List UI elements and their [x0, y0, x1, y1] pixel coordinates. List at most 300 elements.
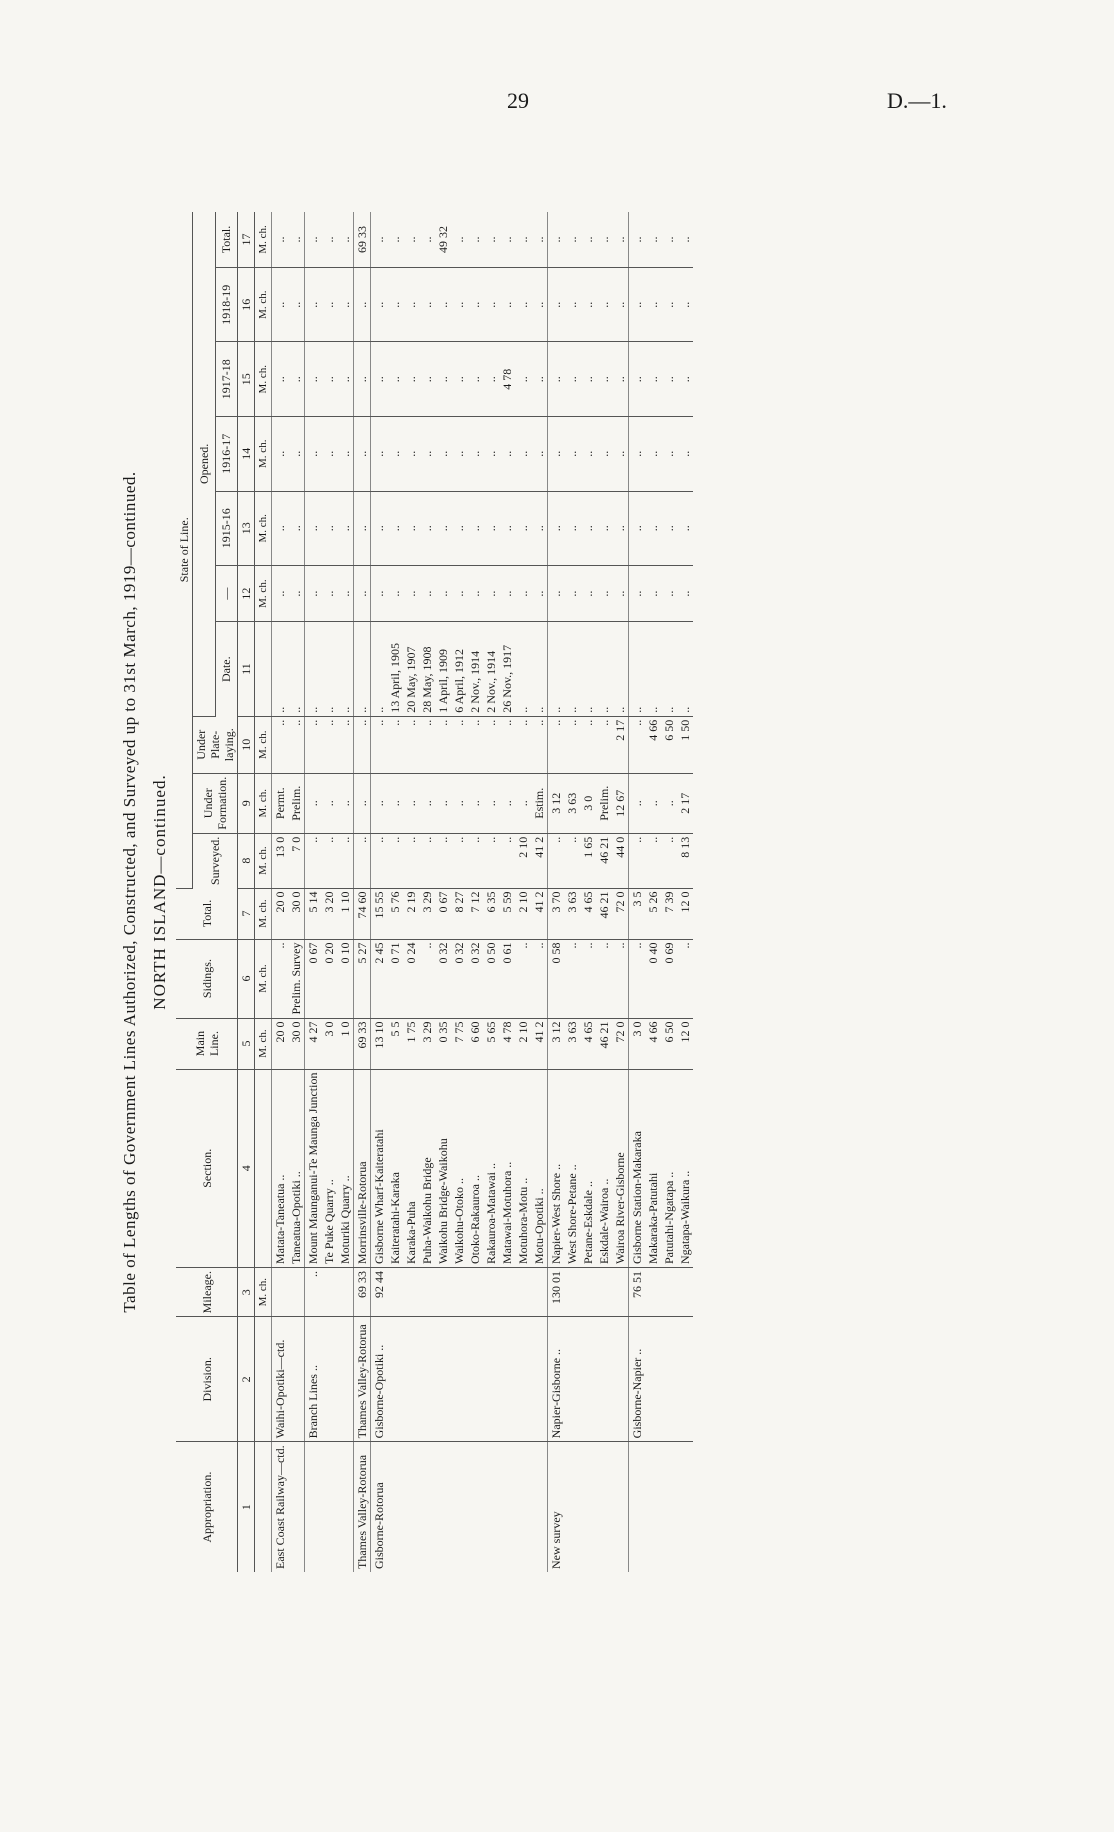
- main-line-cell: 46 21: [596, 1018, 612, 1069]
- under-formation-cell: ..: [435, 773, 451, 833]
- total-cell: 46 21: [596, 888, 612, 939]
- opened-1917-cell: ..: [321, 342, 337, 417]
- opened-1916-cell: ..: [288, 416, 305, 491]
- main-line-cell: 72 0: [612, 1018, 629, 1069]
- table-row: [337, 212, 354, 1572]
- division-cell: [661, 1317, 677, 1442]
- appropriation-cell: [337, 1442, 354, 1572]
- surveyed-cell: 7 0: [288, 833, 305, 888]
- opened-dash-cell: ..: [451, 566, 467, 622]
- opened-1918-cell: ..: [515, 267, 531, 342]
- division-cell: Napier-Gisborne ..: [548, 1317, 565, 1442]
- opened-1915-cell: ..: [661, 491, 677, 566]
- sidings-cell: 0 69: [661, 939, 677, 1018]
- division-cell: [483, 1317, 499, 1442]
- opened-1916-cell: ..: [467, 416, 483, 491]
- opened-1917-cell: ..: [387, 342, 403, 417]
- section-cell: Wairoa River-Gisborne: [612, 1069, 629, 1267]
- table-row: [564, 212, 580, 1572]
- opened-dash-cell: ..: [354, 566, 371, 622]
- date-cell: 1 April, 1909: [435, 622, 451, 717]
- date-cell: 20 May, 1907: [403, 622, 419, 717]
- main-line-cell: 5 65: [483, 1018, 499, 1069]
- opened-1915-cell: ..: [515, 491, 531, 566]
- sidings-cell: 0 32: [451, 939, 467, 1018]
- opened-total-cell: ..: [548, 212, 565, 267]
- total-cell: 72 0: [612, 888, 629, 939]
- surveyed-cell: ..: [467, 833, 483, 888]
- opened-1915-cell: ..: [451, 491, 467, 566]
- opened-1917-cell: ..: [483, 342, 499, 417]
- opened-1918-cell: ..: [612, 267, 629, 342]
- appropriation-cell: [387, 1442, 403, 1572]
- table-row: [419, 212, 435, 1572]
- section-cell: Motu-Opotiki ..: [531, 1069, 548, 1267]
- opened-1915-cell: ..: [483, 491, 499, 566]
- unit-cell: [255, 1317, 272, 1442]
- opened-total-cell: ..: [564, 212, 580, 267]
- opened-1918-cell: ..: [661, 267, 677, 342]
- under-formation-cell: 12 67: [612, 773, 629, 833]
- under-platelaying-cell: ..: [564, 716, 580, 773]
- unit-cell: M. ch.: [255, 416, 272, 491]
- opened-total-cell: ..: [580, 212, 596, 267]
- main-line-cell: 30 0: [288, 1018, 305, 1069]
- opened-1916-cell: ..: [499, 416, 515, 491]
- under-platelaying-cell: ..: [596, 716, 612, 773]
- main-line-cell: 5 5: [387, 1018, 403, 1069]
- opened-total-cell: ..: [337, 212, 354, 267]
- opened-total-cell: ..: [288, 212, 305, 267]
- table-row: [612, 212, 629, 1572]
- opened-total-cell: ..: [403, 212, 419, 267]
- opened-1916-cell: ..: [661, 416, 677, 491]
- sidings-cell: ..: [531, 939, 548, 1018]
- opened-dash-cell: ..: [515, 566, 531, 622]
- opened-1915-cell: ..: [499, 491, 515, 566]
- date-cell: ..: [371, 622, 388, 717]
- total-cell: 0 67: [435, 888, 451, 939]
- section-cell: West Shore-Petane ..: [564, 1069, 580, 1267]
- sidings-cell: ..: [677, 939, 693, 1018]
- under-formation-cell: Permt.: [272, 773, 289, 833]
- appropriation-cell: [629, 1442, 646, 1572]
- table-row: [645, 212, 661, 1572]
- opened-1918-cell: ..: [645, 267, 661, 342]
- under-platelaying-cell: 1 50: [677, 716, 693, 773]
- under-platelaying-cell: ..: [483, 716, 499, 773]
- opened-dash-cell: ..: [305, 566, 322, 622]
- sidings-cell: ..: [580, 939, 596, 1018]
- section-cell: Matawai-Motuhora ..: [499, 1069, 515, 1267]
- opened-1917-cell: ..: [629, 342, 646, 417]
- under-platelaying-cell: ..: [305, 716, 322, 773]
- division-cell: Gisborne-Napier ..: [629, 1317, 646, 1442]
- opened-1916-cell: ..: [548, 416, 565, 491]
- table-row: [403, 212, 419, 1572]
- section-cell: Kaiteratahi-Karaka: [387, 1069, 403, 1267]
- under-formation-cell: ..: [661, 773, 677, 833]
- surveyed-cell: ..: [661, 833, 677, 888]
- section-cell: Rakauroa-Matawai ..: [483, 1069, 499, 1267]
- total-cell: 5 14: [305, 888, 322, 939]
- table-row: [596, 212, 612, 1572]
- unit-cell: M. ch.: [255, 939, 272, 1018]
- appropriation-cell: [403, 1442, 419, 1572]
- mileage-cell: [645, 1268, 661, 1317]
- mileage-cell: 130 01: [548, 1268, 565, 1317]
- main-line-cell: 3 12: [548, 1018, 565, 1069]
- section-cell: Mount Maunganui-Te Maunga Junction: [305, 1069, 322, 1267]
- opened-1918-cell: ..: [451, 267, 467, 342]
- opened-1916-cell: ..: [580, 416, 596, 491]
- division-cell: [337, 1317, 354, 1442]
- header-dash: —: [215, 566, 238, 622]
- mileage-cell: [419, 1268, 435, 1317]
- opened-1916-cell: ..: [403, 416, 419, 491]
- main-line-cell: 3 63: [564, 1018, 580, 1069]
- sidings-cell: 0 61: [499, 939, 515, 1018]
- surveyed-cell: ..: [305, 833, 322, 888]
- section-cell: Patutahi-Ngatapa ..: [661, 1069, 677, 1267]
- opened-1915-cell: ..: [354, 491, 371, 566]
- mileage-cell: 92 44: [371, 1268, 388, 1317]
- opened-dash-cell: ..: [645, 566, 661, 622]
- division-cell: Gisborne-Opotiki ..: [371, 1317, 388, 1442]
- sidings-cell: 5 27: [354, 939, 371, 1018]
- opened-total-cell: ..: [467, 212, 483, 267]
- surveyed-cell: ..: [629, 833, 646, 888]
- division-cell: [596, 1317, 612, 1442]
- mileage-cell: [612, 1268, 629, 1317]
- opened-1916-cell: ..: [354, 416, 371, 491]
- appropriation-cell: [499, 1442, 515, 1572]
- section-cell: Ngatapa-Waikura ..: [677, 1069, 693, 1267]
- under-formation-cell: ..: [337, 773, 354, 833]
- opened-1917-cell: ..: [435, 342, 451, 417]
- total-cell: 4 65: [580, 888, 596, 939]
- division-cell: [403, 1317, 419, 1442]
- date-cell: ..: [564, 622, 580, 717]
- opened-1917-cell: ..: [288, 342, 305, 417]
- opened-total-cell: ..: [629, 212, 646, 267]
- under-formation-cell: ..: [467, 773, 483, 833]
- surveyed-cell: ..: [337, 833, 354, 888]
- date-cell: ..: [354, 622, 371, 717]
- opened-1917-cell: ..: [337, 342, 354, 417]
- opened-total-cell: ..: [272, 212, 289, 267]
- opened-1916-cell: ..: [596, 416, 612, 491]
- opened-1915-cell: ..: [403, 491, 419, 566]
- main-line-cell: 41 2: [531, 1018, 548, 1069]
- sidings-cell: 0 40: [645, 939, 661, 1018]
- opened-1915-cell: ..: [371, 491, 388, 566]
- opened-1915-cell: ..: [467, 491, 483, 566]
- header-under-formation: Under Formation.: [193, 773, 238, 833]
- table-row: [272, 212, 289, 1572]
- opened-1916-cell: ..: [419, 416, 435, 491]
- table-row: [467, 212, 483, 1572]
- sidings-cell: 0 20: [321, 939, 337, 1018]
- sidings-cell: ..: [515, 939, 531, 1018]
- sidings-cell: 0 58: [548, 939, 565, 1018]
- under-formation-cell: ..: [305, 773, 322, 833]
- table-row: [483, 212, 499, 1572]
- header-state-of-line: State of Line.: [176, 212, 193, 888]
- col-number: 8: [238, 833, 255, 888]
- opened-1918-cell: ..: [337, 267, 354, 342]
- appropriation-cell: [531, 1442, 548, 1572]
- opened-total-cell: 69 33: [354, 212, 371, 267]
- total-cell: 7 12: [467, 888, 483, 939]
- sidings-cell: Prelim. Survey: [288, 939, 305, 1018]
- section-cell: Motuhora-Motu ..: [515, 1069, 531, 1267]
- col-number: 14: [238, 416, 255, 491]
- main-line-cell: 3 0: [321, 1018, 337, 1069]
- opened-1916-cell: ..: [272, 416, 289, 491]
- opened-1916-cell: ..: [387, 416, 403, 491]
- page-number: 29: [507, 88, 529, 113]
- opened-1916-cell: ..: [483, 416, 499, 491]
- opened-1916-cell: ..: [451, 416, 467, 491]
- under-platelaying-cell: ..: [288, 716, 305, 773]
- opened-dash-cell: ..: [272, 566, 289, 622]
- header-main-line: Main Line.: [176, 1018, 238, 1069]
- header-section: Section.: [176, 1069, 238, 1267]
- header-1915-16: 1915-16: [215, 491, 238, 566]
- under-platelaying-cell: ..: [499, 716, 515, 773]
- opened-1916-cell: ..: [321, 416, 337, 491]
- section-cell: Te Puke Quarry ..: [321, 1069, 337, 1267]
- section-cell: Waikohu-Otoko ..: [451, 1069, 467, 1267]
- total-cell: 5 59: [499, 888, 515, 939]
- sidings-cell: ..: [596, 939, 612, 1018]
- section-cell: Petane-Eskdale ..: [580, 1069, 596, 1267]
- rotated-table-block: [120, 212, 950, 1572]
- date-cell: ..: [305, 622, 322, 717]
- opened-dash-cell: ..: [387, 566, 403, 622]
- appropriation-cell: [288, 1442, 305, 1572]
- under-formation-cell: ..: [483, 773, 499, 833]
- total-cell: 3 20: [321, 888, 337, 939]
- sidings-cell: ..: [612, 939, 629, 1018]
- opened-1915-cell: ..: [435, 491, 451, 566]
- unit-cell: M. ch.: [255, 566, 272, 622]
- date-cell: ..: [677, 622, 693, 717]
- total-cell: 12 0: [677, 888, 693, 939]
- table-row: [629, 212, 646, 1572]
- date-cell: ..: [612, 622, 629, 717]
- opened-1915-cell: ..: [596, 491, 612, 566]
- division-cell: [531, 1317, 548, 1442]
- under-formation-cell: 3 12: [548, 773, 565, 833]
- unit-cell: M. ch.: [255, 773, 272, 833]
- opened-1915-cell: ..: [305, 491, 322, 566]
- under-formation-cell: ..: [515, 773, 531, 833]
- opened-dash-cell: ..: [403, 566, 419, 622]
- unit-cell: M. ch.: [255, 212, 272, 267]
- opened-1918-cell: ..: [580, 267, 596, 342]
- sidings-cell: 0 50: [483, 939, 499, 1018]
- surveyed-cell: 13 0: [272, 833, 289, 888]
- table-row: [451, 212, 467, 1572]
- main-line-cell: 12 0: [677, 1018, 693, 1069]
- section-cell: Morrinsville-Rotorua: [354, 1069, 371, 1267]
- opened-1917-cell: ..: [596, 342, 612, 417]
- surveyed-cell: ..: [419, 833, 435, 888]
- opened-dash-cell: ..: [419, 566, 435, 622]
- opened-total-cell: ..: [612, 212, 629, 267]
- header-1918-19: 1918-19: [215, 267, 238, 342]
- col-number: 13: [238, 491, 255, 566]
- appropriation-cell: [305, 1442, 322, 1572]
- sidings-cell: 0 24: [403, 939, 419, 1018]
- total-cell: 74 60: [354, 888, 371, 939]
- opened-1915-cell: ..: [531, 491, 548, 566]
- opened-1915-cell: ..: [321, 491, 337, 566]
- under-platelaying-cell: 6 50: [661, 716, 677, 773]
- total-cell: 7 39: [661, 888, 677, 939]
- under-formation-cell: 3 0: [580, 773, 596, 833]
- section-cell: Karaka-Puha: [403, 1069, 419, 1267]
- opened-1917-cell: ..: [403, 342, 419, 417]
- under-platelaying-cell: 2 17: [612, 716, 629, 773]
- under-platelaying-cell: ..: [435, 716, 451, 773]
- section-cell: Puha-Waikohu Bridge: [419, 1069, 435, 1267]
- date-cell: ..: [288, 622, 305, 717]
- opened-1916-cell: ..: [435, 416, 451, 491]
- opened-1917-cell: ..: [612, 342, 629, 417]
- opened-total-cell: ..: [451, 212, 467, 267]
- division-cell: Branch Lines ..: [305, 1317, 322, 1442]
- opened-1918-cell: ..: [564, 267, 580, 342]
- opened-1917-cell: ..: [354, 342, 371, 417]
- opened-1916-cell: ..: [629, 416, 646, 491]
- section-cell: Napier-West Shore ..: [548, 1069, 565, 1267]
- date-cell: ..: [548, 622, 565, 717]
- col-number: 15: [238, 342, 255, 417]
- sidings-cell: ..: [272, 939, 289, 1018]
- surveyed-cell: ..: [499, 833, 515, 888]
- under-platelaying-cell: ..: [272, 716, 289, 773]
- table-row: [387, 212, 403, 1572]
- date-cell: 6 April, 1912: [451, 622, 467, 717]
- opened-1918-cell: ..: [305, 267, 322, 342]
- main-line-cell: 1 75: [403, 1018, 419, 1069]
- mileage-cell: ..: [305, 1268, 322, 1317]
- opened-1917-cell: ..: [305, 342, 322, 417]
- division-cell: [467, 1317, 483, 1442]
- appropriation-cell: [483, 1442, 499, 1572]
- opened-dash-cell: ..: [321, 566, 337, 622]
- unit-cell: M. ch.: [255, 716, 272, 773]
- opened-1918-cell: ..: [354, 267, 371, 342]
- unit-cell: [255, 622, 272, 717]
- opened-1915-cell: ..: [629, 491, 646, 566]
- opened-1917-cell: ..: [515, 342, 531, 417]
- main-line-cell: 2 10: [515, 1018, 531, 1069]
- opened-total-cell: ..: [499, 212, 515, 267]
- main-line-cell: 1 0: [337, 1018, 354, 1069]
- table-body: [255, 212, 694, 1572]
- division-cell: [387, 1317, 403, 1442]
- mileage-cell: [337, 1268, 354, 1317]
- mileage-cell: [435, 1268, 451, 1317]
- date-cell: ..: [337, 622, 354, 717]
- surveyed-cell: ..: [371, 833, 388, 888]
- division-cell: [612, 1317, 629, 1442]
- opened-1916-cell: ..: [531, 416, 548, 491]
- date-cell: 26 Nov., 1917: [499, 622, 515, 717]
- header-under-platelaying: Under Plate-laying.: [193, 716, 238, 773]
- surveyed-cell: ..: [321, 833, 337, 888]
- division-cell: [435, 1317, 451, 1442]
- date-cell: ..: [661, 622, 677, 717]
- opened-1917-cell: ..: [645, 342, 661, 417]
- opened-1915-cell: ..: [337, 491, 354, 566]
- section-cell: Eskdale-Wairoa ..: [596, 1069, 612, 1267]
- unit-cell: M. ch.: [255, 267, 272, 342]
- under-platelaying-cell: 4 66: [645, 716, 661, 773]
- opened-1918-cell: ..: [548, 267, 565, 342]
- date-cell: ..: [531, 622, 548, 717]
- mileage-cell: [272, 1268, 289, 1317]
- main-line-cell: 0 35: [435, 1018, 451, 1069]
- mileage-cell: [483, 1268, 499, 1317]
- total-cell: 6 35: [483, 888, 499, 939]
- sidings-cell: 0 71: [387, 939, 403, 1018]
- opened-1918-cell: ..: [321, 267, 337, 342]
- opened-1917-cell: ..: [548, 342, 565, 417]
- header-date: Date.: [215, 622, 238, 717]
- under-platelaying-cell: ..: [629, 716, 646, 773]
- under-formation-cell: Prelim.: [596, 773, 612, 833]
- table-title: Table of Lengths of Government Lines Authorized, Constructed, and Surveyed up to 31st March, 1919—continued.: [120, 471, 139, 1313]
- opened-1915-cell: ..: [272, 491, 289, 566]
- unit-cell: M. ch.: [255, 1018, 272, 1069]
- opened-1915-cell: ..: [564, 491, 580, 566]
- under-formation-cell: ..: [403, 773, 419, 833]
- sidings-cell: ..: [419, 939, 435, 1018]
- appropriation-cell: [467, 1442, 483, 1572]
- surveyed-cell: ..: [645, 833, 661, 888]
- division-cell: Waihi-Opotiki—ctd.: [272, 1317, 289, 1442]
- opened-dash-cell: ..: [288, 566, 305, 622]
- surveyed-cell: ..: [387, 833, 403, 888]
- division-cell: [515, 1317, 531, 1442]
- sidings-cell: 2 45: [371, 939, 388, 1018]
- under-formation-cell: 2 17: [677, 773, 693, 833]
- header-opened-total: Total.: [215, 212, 238, 267]
- header-opened: Opened.: [193, 212, 216, 716]
- opened-total-cell: ..: [387, 212, 403, 267]
- unit-cell: M. ch.: [255, 342, 272, 417]
- opened-dash-cell: ..: [661, 566, 677, 622]
- opened-1915-cell: ..: [645, 491, 661, 566]
- date-cell: ..: [645, 622, 661, 717]
- division-cell: [645, 1317, 661, 1442]
- opened-dash-cell: ..: [371, 566, 388, 622]
- table-row: [661, 212, 677, 1572]
- date-cell: 13 April, 1905: [387, 622, 403, 717]
- mileage-cell: [467, 1268, 483, 1317]
- opened-1916-cell: ..: [337, 416, 354, 491]
- division-cell: [677, 1317, 693, 1442]
- opened-dash-cell: ..: [580, 566, 596, 622]
- opened-1915-cell: ..: [419, 491, 435, 566]
- unit-cell: M. ch.: [255, 491, 272, 566]
- col-number: 5: [238, 1018, 255, 1069]
